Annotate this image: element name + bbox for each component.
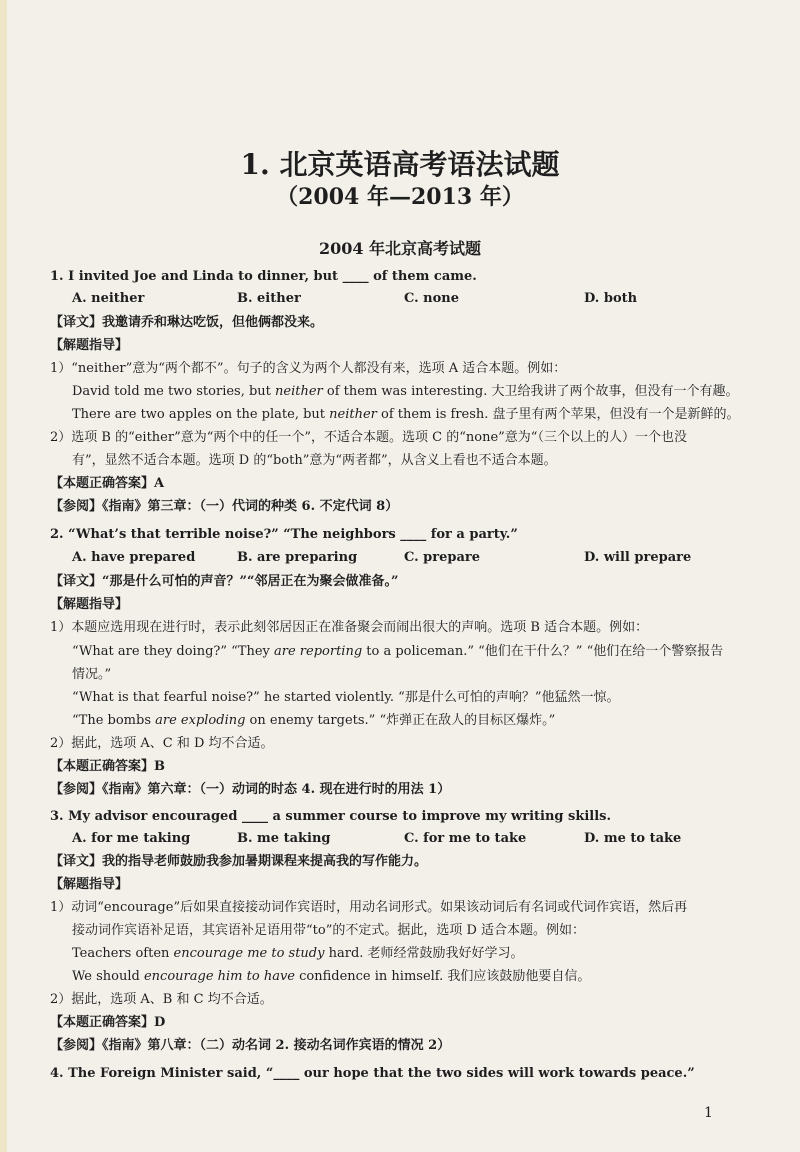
text-segment: B bbox=[154, 759, 166, 774]
q2-example-3 bbox=[72, 712, 555, 730]
question-3-stem: 3. My advisor encouraged ____ a summer course to improve my writing skills. bbox=[50, 809, 612, 824]
text-segment: 《指南》第三章：（一）代词的种类 6. 不定代词 8） bbox=[102, 499, 399, 514]
text-segment: 我邀请乔和琳达吃饭，但他俩都没来。 bbox=[102, 315, 324, 330]
text-segment: confidence in himself. 我们应该鼓励他要自信。 bbox=[294, 969, 591, 984]
text-segment: to a policeman.” “他们在干什么？” “他们在给一个警察报告 bbox=[362, 644, 724, 659]
text-segment: 【译文】 bbox=[50, 315, 103, 330]
q1-example-2 bbox=[72, 406, 740, 424]
section-heading: 2004 年北京高考试题 bbox=[318, 239, 482, 258]
q3-option-b: B. me taking bbox=[237, 831, 331, 846]
q3-example-2 bbox=[72, 968, 590, 986]
text-segment: David told me two stories, but bbox=[72, 384, 276, 399]
q1-answer bbox=[50, 475, 164, 493]
text-segment: of them was interesting. 大卫给我讲了两个故事，但没有一个有趣。 bbox=[322, 384, 739, 399]
q3-option-c: C. for me to take bbox=[404, 831, 527, 846]
q3-guide-1b: 接动词作宾语补足语，其宾语补足语用带“to”的不定式。据此，选项 D 适合本题。例如： bbox=[72, 923, 586, 938]
q2-guide-2: 2）据此，选项 A、C 和 D 均不合适。 bbox=[50, 736, 274, 751]
page-title: 1. 北京英语高考语法试题 bbox=[240, 148, 560, 181]
q2-example-2: “What is that fearful noise?” he started violently. “那是什么可怕的声响？”他猛然一惊。 bbox=[72, 690, 620, 705]
q3-guide-2: 2）据此，选项 A、B 和 C 均不合适。 bbox=[50, 992, 273, 1007]
text-segment: “那是什么可怕的声音？”“邻居正在为聚会做准备。” bbox=[102, 574, 399, 589]
text-segment: 【参阅】 bbox=[50, 499, 103, 514]
text-segment: 【参阅】 bbox=[50, 782, 103, 797]
question-2-stem: 2. “What’s that terrible noise?” “The neighbors ____ for a party.” bbox=[50, 527, 518, 542]
question-1-stem: 1. I invited Joe and Linda to dinner, but ____ of them came. bbox=[50, 269, 477, 284]
text-segment: 《指南》第六章：（一）动词的时态 4. 现在进行时的用法 1） bbox=[102, 782, 451, 797]
text-segment: hard. 老师经常鼓励我好好学习。 bbox=[324, 946, 524, 961]
italic-text: encourage me to study bbox=[173, 946, 325, 961]
q3-guide-label: 【解题指导】 bbox=[50, 877, 129, 892]
q1-option-a: A. neither bbox=[72, 291, 145, 306]
q1-example-1 bbox=[72, 383, 738, 401]
q2-answer bbox=[50, 758, 165, 776]
q3-reference bbox=[50, 1037, 450, 1055]
q3-option-d: D. me to take bbox=[584, 831, 682, 846]
q2-example-1 bbox=[72, 643, 723, 661]
q3-answer bbox=[50, 1014, 165, 1032]
text-segment: “The bombs bbox=[72, 713, 156, 728]
q3-translation bbox=[50, 853, 427, 871]
text-segment: 【本题正确答案】 bbox=[50, 476, 155, 491]
q1-guide-label: 【解题指导】 bbox=[50, 338, 129, 353]
q3-guide-1a: 1）动词“encourage”后如果直接接动词作宾语时，用动名词形式。如果该动词后有名词或代词作宾语，然后再 bbox=[50, 900, 688, 915]
q2-translation bbox=[50, 573, 398, 591]
q1-translation bbox=[50, 314, 323, 332]
q1-option-b: B. either bbox=[237, 291, 301, 306]
q2-example-1-cont: 情况。” bbox=[72, 667, 112, 682]
italic-text: encourage him to have bbox=[143, 969, 295, 984]
text-segment: Teachers often bbox=[72, 946, 174, 961]
q2-option-d: D. will prepare bbox=[584, 550, 692, 565]
text-segment: We should bbox=[72, 969, 144, 984]
q1-guide-2b: 有”，显然不适合本题。选项 D 的“both”意为“两者都”，从含义上看也不适合本题。 bbox=[72, 453, 557, 468]
q2-option-c: C. prepare bbox=[404, 550, 481, 565]
q2-reference bbox=[50, 781, 450, 799]
text-segment: A bbox=[154, 476, 165, 491]
italic-text: neither bbox=[329, 407, 377, 422]
text-segment: 【参阅】 bbox=[50, 1038, 103, 1053]
text-segment: 【译文】 bbox=[50, 854, 103, 869]
q2-guide-1: 1）本题应选用现在进行时，表示此刻邻居因正在准备聚会而闹出很大的声响。选项 B 适合本题。例如： bbox=[50, 620, 649, 635]
italic-text: neither bbox=[275, 384, 323, 399]
text-segment: D bbox=[154, 1015, 166, 1030]
q1-guide-2a: 2）选项 B 的“either”意为“两个中的任一个”，不适合本题。选项 C 的“none”意为“（三个以上的人）一个也没 bbox=[50, 430, 687, 445]
q2-guide-label: 【解题指导】 bbox=[50, 597, 129, 612]
italic-text: are reporting bbox=[274, 644, 363, 659]
q2-option-b: B. are preparing bbox=[237, 550, 358, 565]
q1-option-d: D. both bbox=[584, 291, 638, 306]
text-segment: 《指南》第八章：（二）动名词 2. 接动名词作宾语的情况 2） bbox=[102, 1038, 451, 1053]
text-segment: on enemy targets.” “炸弹正在敌人的目标区爆炸。” bbox=[245, 713, 556, 728]
question-4-stem: 4. The Foreign Minister said, “____ our hope that the two sides will work towards peace.” bbox=[50, 1066, 695, 1081]
text-segment: 我的指导老师鼓励我参加暑期课程来提高我的写作能力。 bbox=[102, 854, 428, 869]
q1-reference bbox=[50, 498, 398, 516]
italic-text: are exploding bbox=[155, 713, 246, 728]
q3-option-a: A. for me taking bbox=[72, 831, 191, 846]
text-segment: “What are they doing?” “They bbox=[72, 644, 275, 659]
text-segment: 【译文】 bbox=[50, 574, 103, 589]
page-subtitle: （2004 年—2013 年） bbox=[276, 184, 524, 210]
q1-option-c: C. none bbox=[404, 291, 460, 306]
text-segment: There are two apples on the plate, but bbox=[72, 407, 330, 422]
q2-option-a: A. have prepared bbox=[72, 550, 196, 565]
text-segment: of them is fresh. 盘子里有两个苹果，但没有一个是新鲜的。 bbox=[376, 407, 740, 422]
text-segment: 【本题正确答案】 bbox=[50, 759, 155, 774]
q3-example-1 bbox=[72, 945, 524, 963]
text-segment: 【本题正确答案】 bbox=[50, 1015, 155, 1030]
page-number: 1 bbox=[704, 1105, 713, 1121]
q1-guide-1: 1）“neither”意为“两个都不”。句子的含义为两个人都没有来，选项 A 适合本题。例如： bbox=[50, 361, 567, 376]
